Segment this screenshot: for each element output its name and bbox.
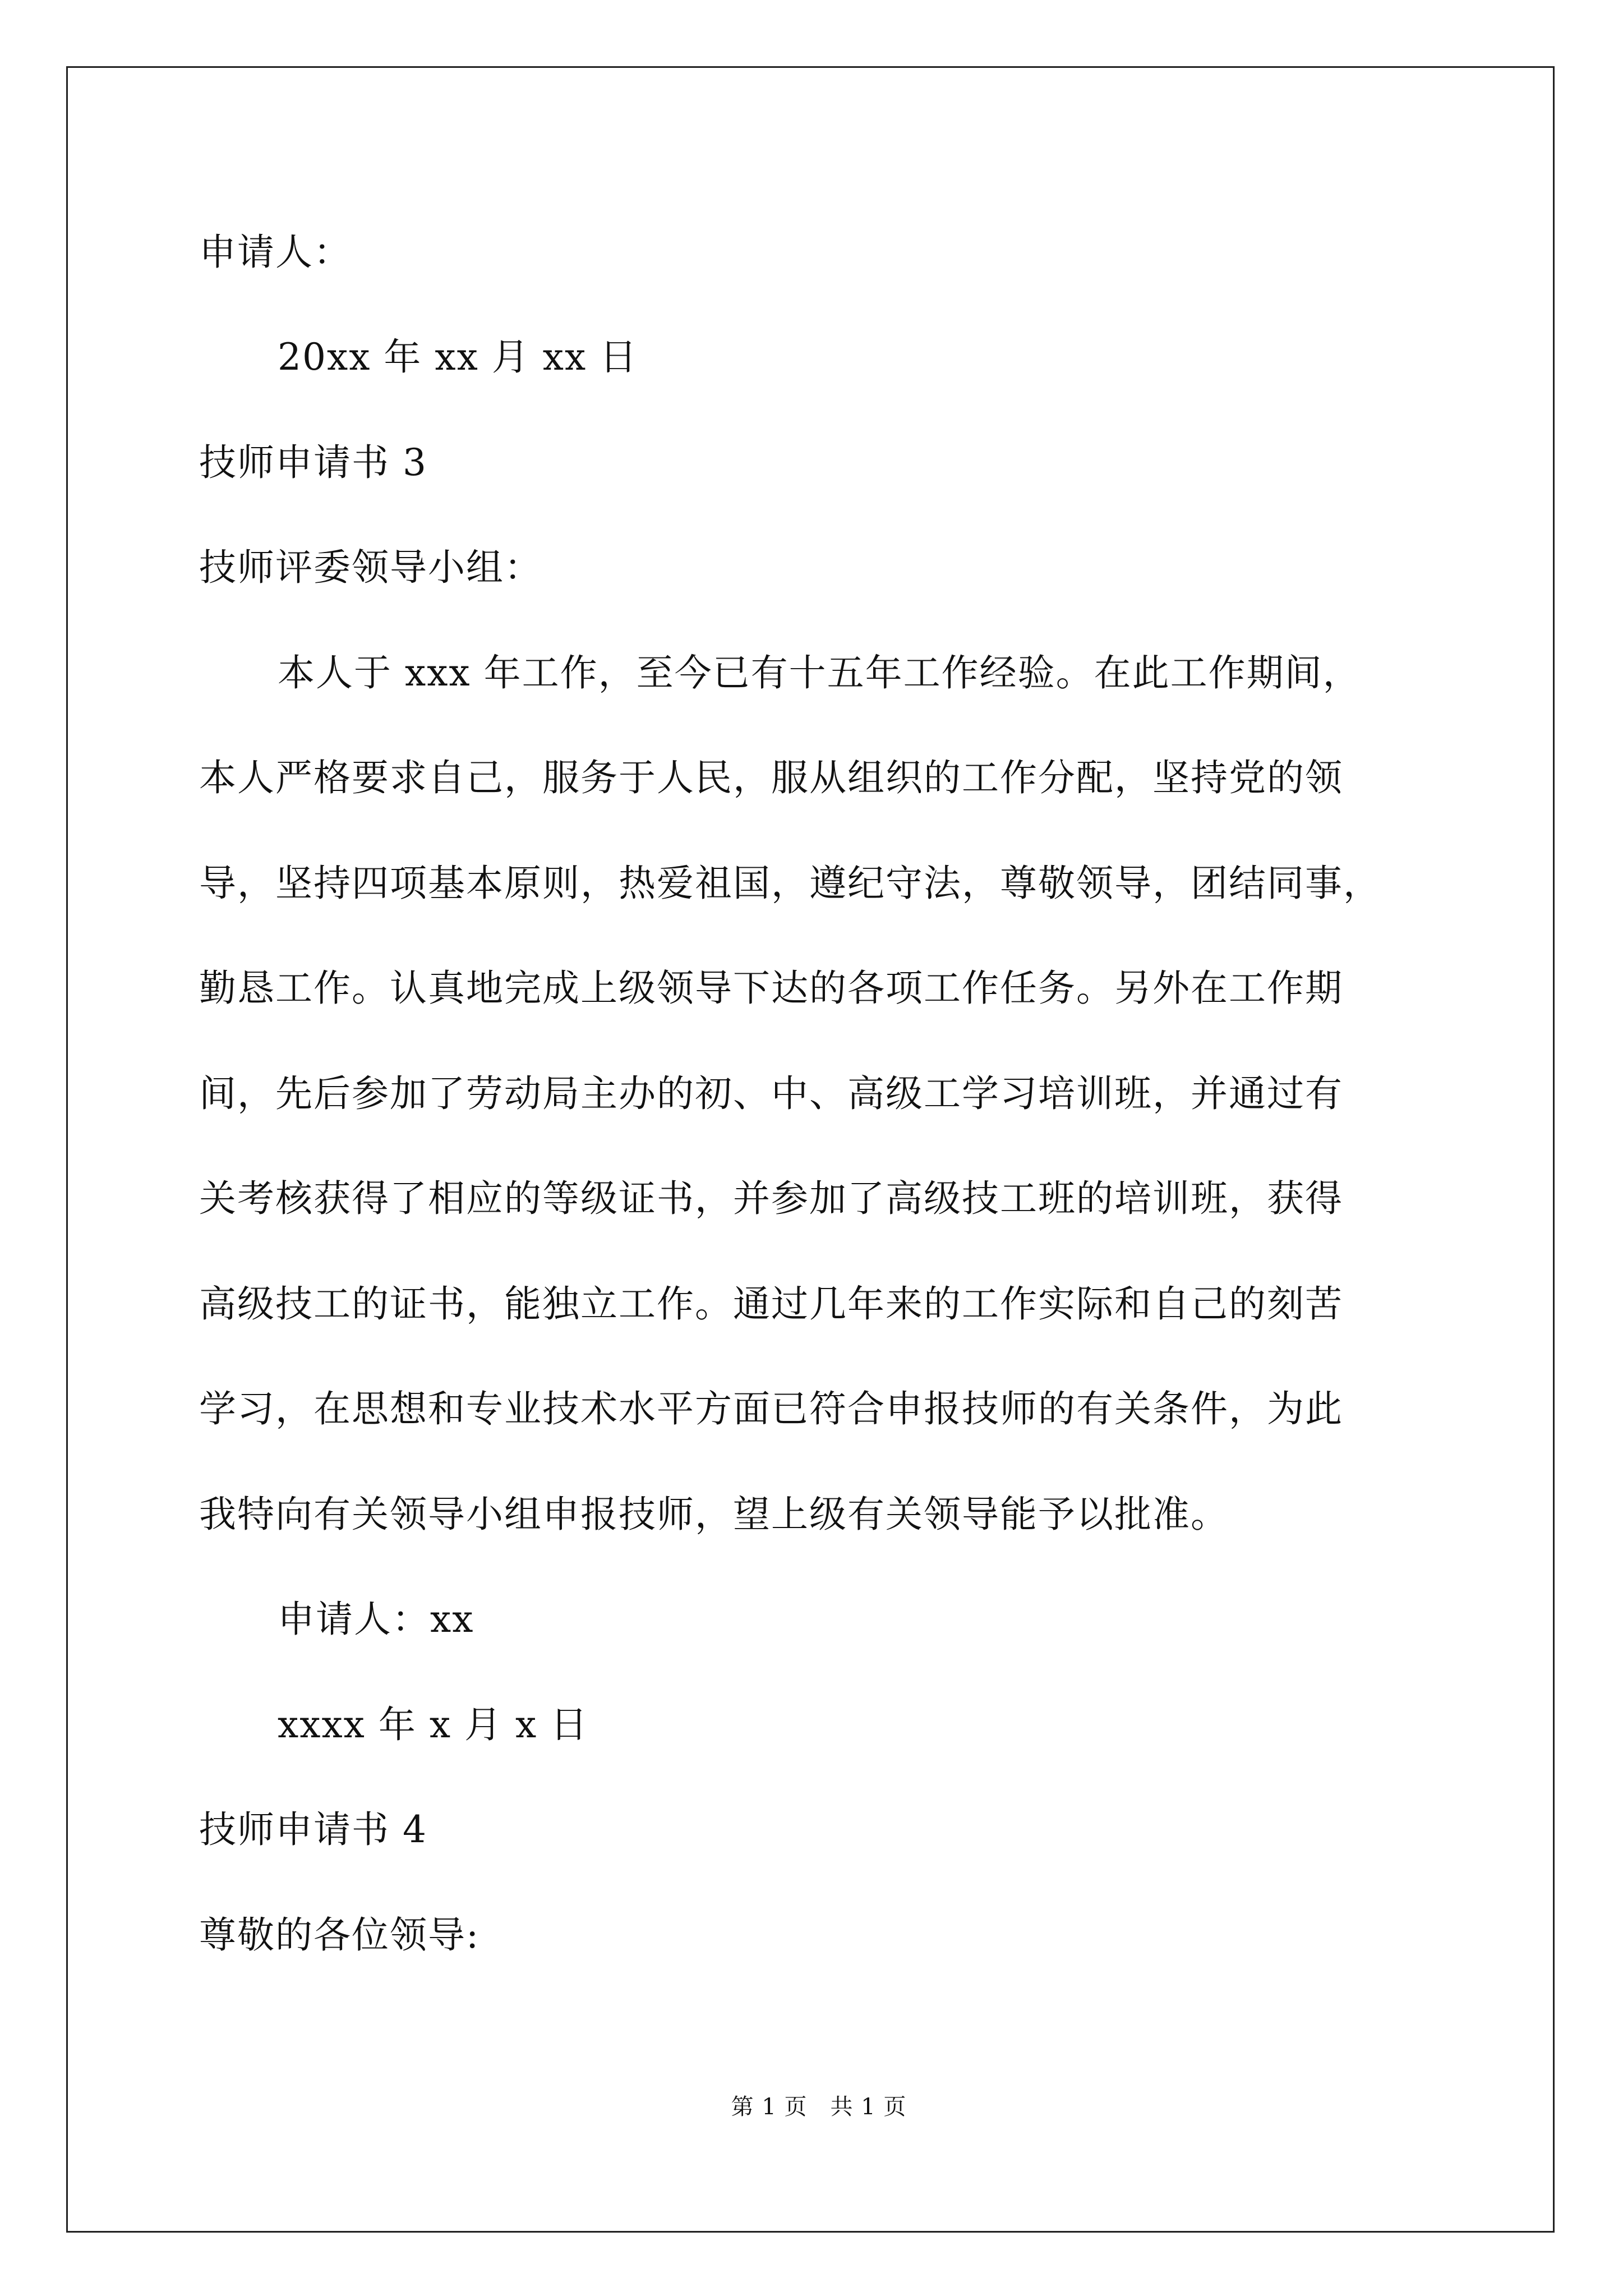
section-title-4: 技师申请书 4 [199, 1808, 427, 1851]
date-line: 20xx 年 xx 月 xx 日 [278, 335, 638, 379]
body-line-6: 关考核获得了相应的等级证书，并参加了高级技工班的培训班，获得 [199, 1177, 1343, 1220]
page-number: 第 1 页 共 1 页 [731, 2094, 907, 2120]
salutation-4: 尊敬的各位领导: [199, 1913, 480, 1957]
applicant-label: 申请人： [199, 231, 352, 274]
body-line-2: 本人严格要求自己，服务于人民，服从组织的工作分配，坚持党的领 [199, 756, 1343, 799]
applicant-signature: 申请人：xx [278, 1598, 474, 1641]
body-line-9: 我特向有关领导小组申报技师，望上级有关领导能予以批准。 [199, 1493, 1229, 1536]
page-frame [66, 66, 1555, 2233]
body-line-3: 导，坚持四项基本原则，热爱祖国，遵纪守法，尊敬领导，团结同事， [199, 862, 1381, 905]
body-line-8: 学习，在思想和专业技术水平方面已符合申报技师的有关条件，为此 [199, 1387, 1343, 1430]
body-line-7: 高级技工的证书，能独立工作。通过几年来的工作实际和自己的刻苦 [199, 1282, 1343, 1326]
body-line-4: 勤恳工作。认真地完成上级领导下达的各项工作任务。另外在工作期 [199, 967, 1343, 1010]
body-line-5: 间，先后参加了劳动局主办的初、中、高级工学习培训班，并通过有 [199, 1072, 1343, 1115]
body-line-1: 本人于 xxx 年工作，至今已有十五年工作经验。在此工作期间， [278, 651, 1361, 694]
section-title-3: 技师申请书 3 [199, 441, 427, 484]
salutation-3: 技师评委领导小组： [199, 546, 542, 589]
signature-date: xxxx 年 x 月 x 日 [278, 1703, 589, 1746]
